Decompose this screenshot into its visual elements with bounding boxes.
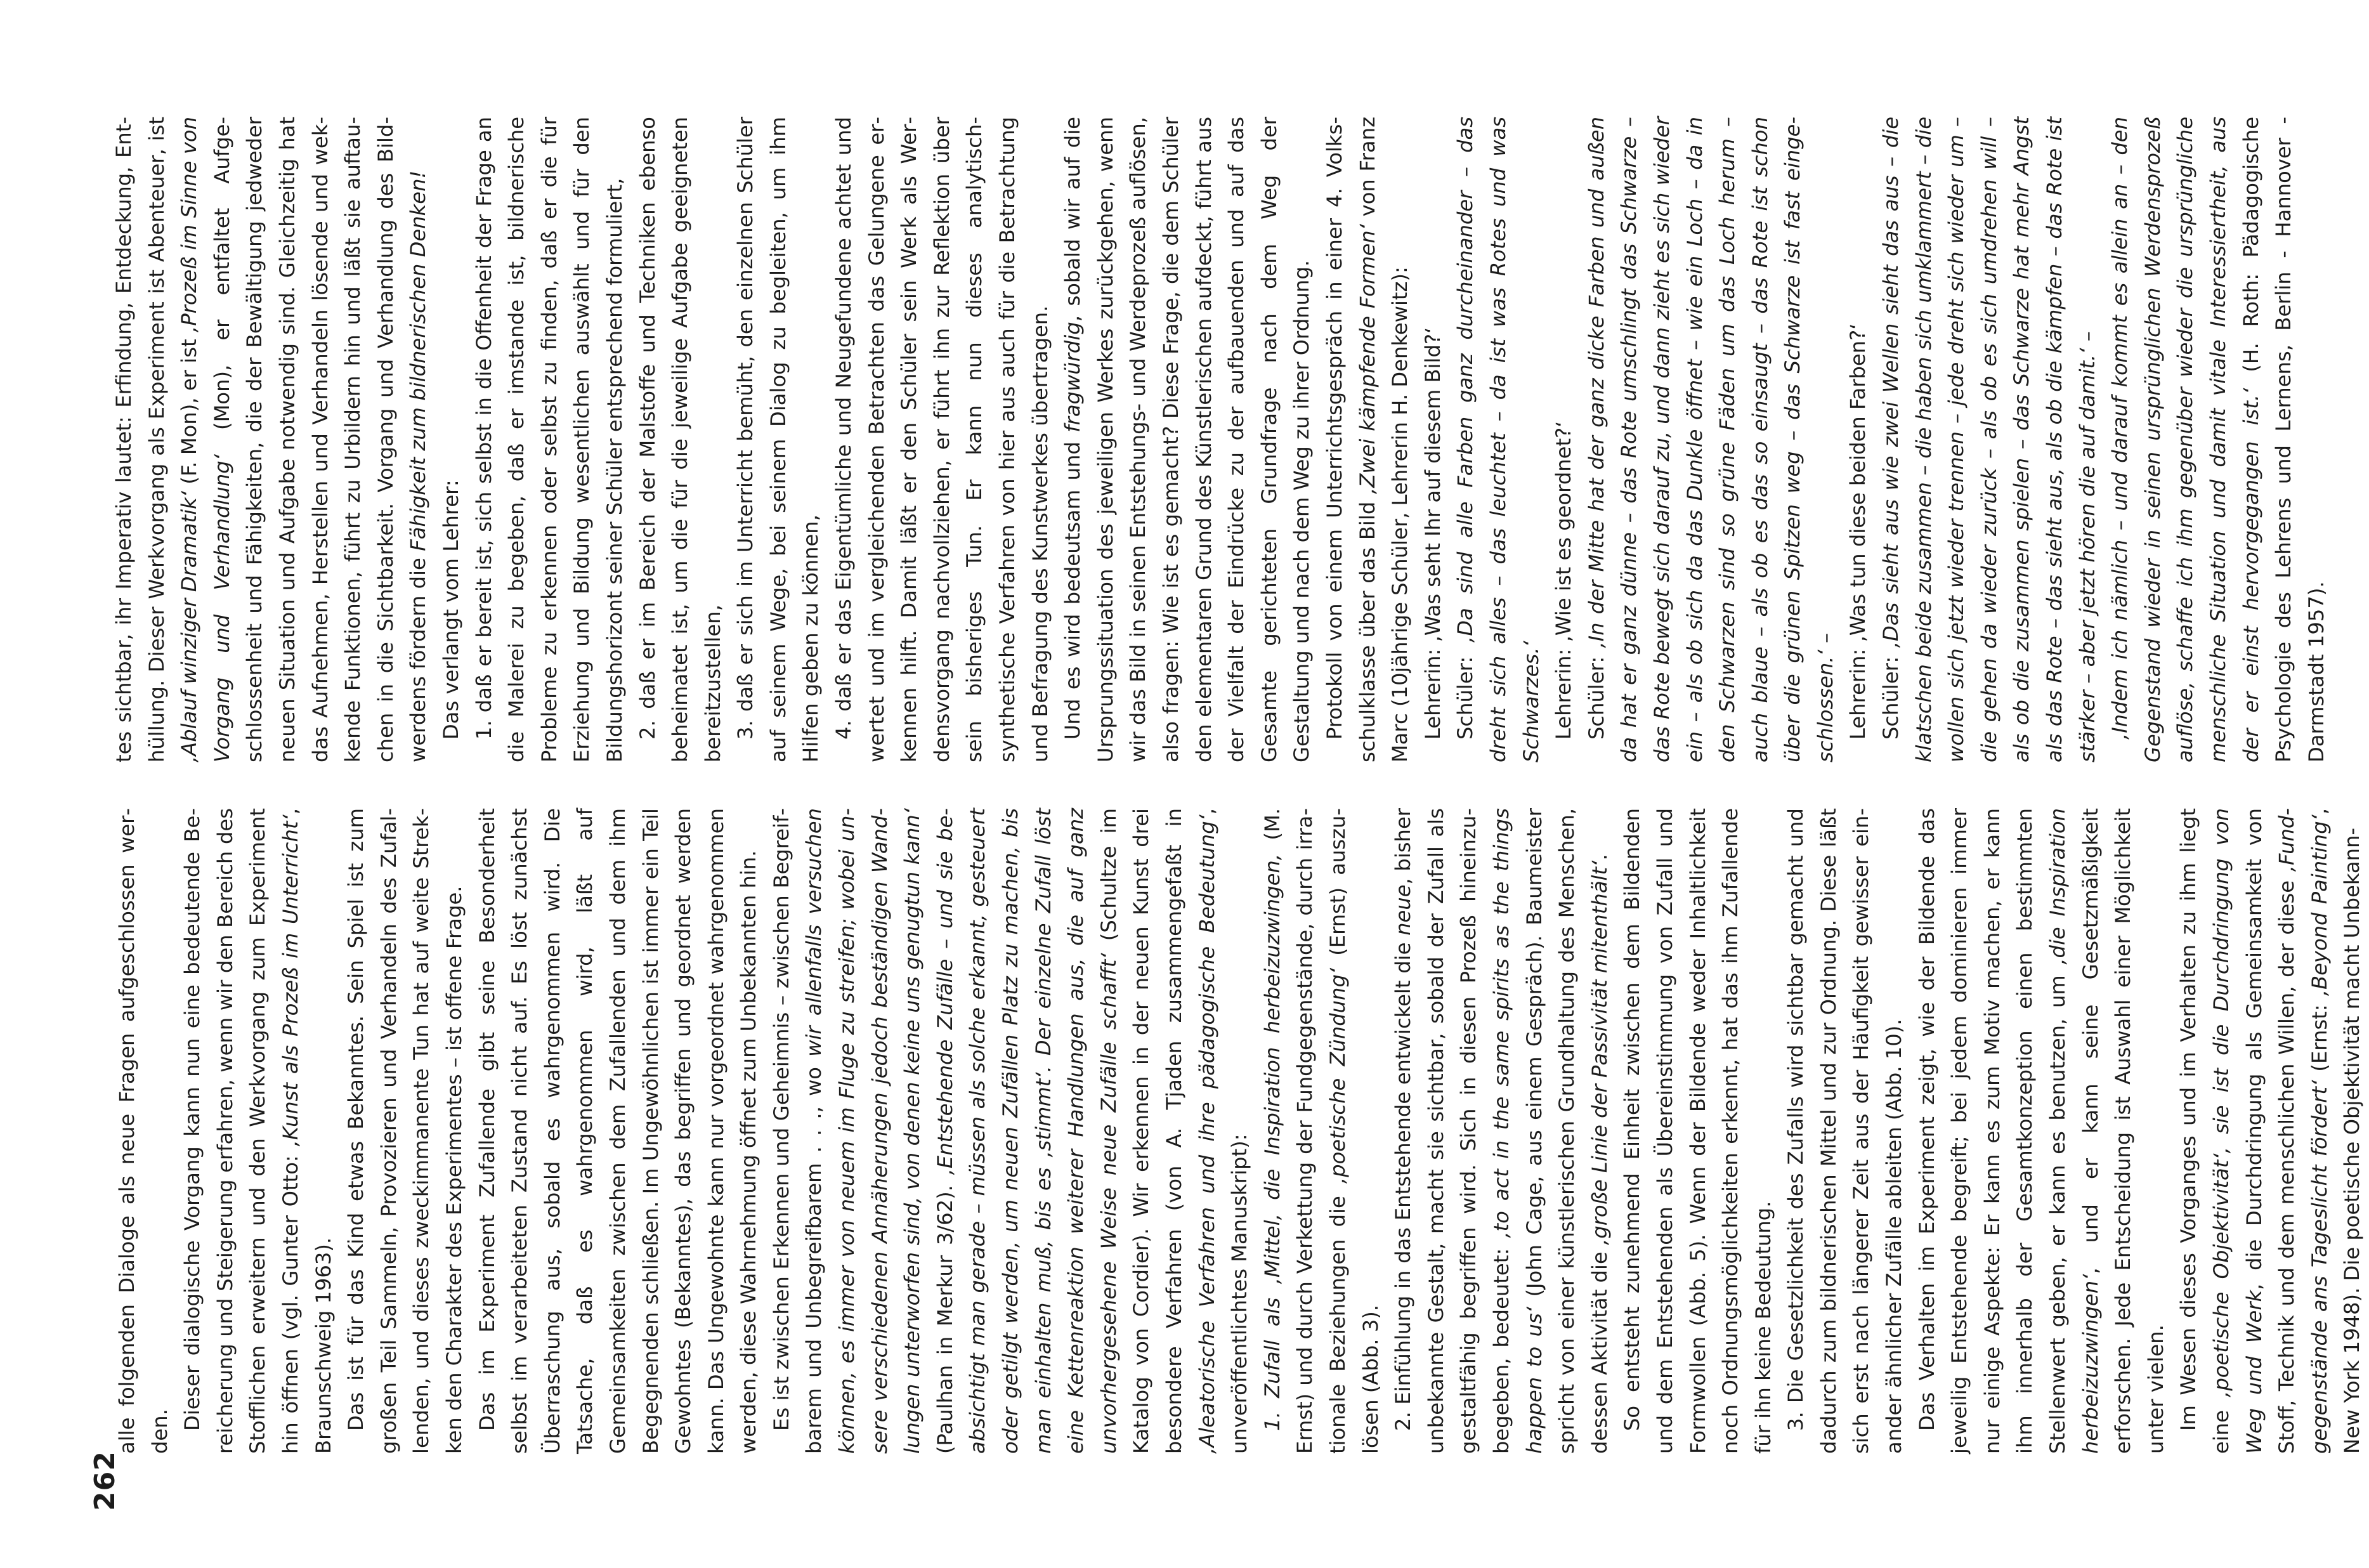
text-run: 2. Einfühlung in das Entstehende entwickelt die: [1391, 935, 1416, 1431]
text-run: Dieser dialogische Vorgang kann nun eine bedeutende Bereicherung und Steigerung erfahren, wenn wir den Bereich des Stofflichen erweitern und den Werkvorgang zum Experiment hin öffnen (vgl. Gunter Otto:: [180, 808, 303, 1454]
text-run: , die Durchdringung als Gemeinsamkeit von Stoff, Technik und dem menschlichen Willen, der diese: [2242, 807, 2299, 1454]
emphasized-text: ‚poetische Objektivität‘, sie ist die Durchdringung von Weg und Werk: [2209, 808, 2266, 1454]
text-column-left: [111, 808, 2369, 1454]
text-run: Protokoll von einem Unterrichtsgespräch in einer 4. Volksschulklasse über das Bild: [1322, 117, 1380, 762]
text-run: 1. daß er bereit ist, sich selbst in die Offenheit der Frage an die Malerei zu begeben, daß er imstande ist, bildnerische Probleme zu erkennen oder selbst zu finden, daß er die für Erziehung und Bildung wesentlichen auswählt und für den Bildungshorizont seiner Schüler entsprechend formuliert,: [471, 117, 627, 762]
paragraph: [1256, 808, 1387, 1454]
emphasized-text: ‚to act in the same spirits as the things happen to us‘: [1489, 808, 1546, 1454]
page-number: 262: [89, 1451, 121, 1511]
emphasized-text: fragwürdig: [1061, 322, 1085, 433]
text-run: , Braunschweig 1963).: [278, 808, 336, 1454]
text-run: von Franz Marc (10jährige Schüler, Lehrerin H. Denkewitz):: [1355, 117, 1413, 762]
text-run: 4. daß er das Eigentümliche und Neugefundene achtet und wertet und im vergleichenden Betrachten das Gelungene erkennen hilft. Damit läßt er den Schüler sein Werk als Werdensvorgang nachvollziehen, er führt ihn zur Reflektion über sein bisheriges Tun. Er kann nun dieses analytisch-synthetische Verfahren von hier aus auch für die Betrachtung und Befragung des Kunstwerkes übertragen.: [832, 117, 1052, 762]
paragraph: [632, 117, 730, 762]
text-run: Und es wird bedeutsam und: [1061, 432, 1085, 740]
emphasized-text: ‚In der Mitte hat der ganz dicke Farben und außen da hat er ganz dünne – das Rote umschlingt das Schwarze – das Rote bewegt sich darauf zu, und dann zieht es sich wieder ein – als ob sich da das Dunkle öffnet – wie ein Loch – da in den Schwarzen sind so grüne Fäden um das Loch herum – auch blaue – als ob es das so einsaugt – das Rote ist schon über die grünen Spitzen weg – das Schwarze ist fast eingeschlossen.‘: [1584, 117, 1837, 762]
emphasized-text: wir allenfalls versuchen können, es immer von neuem im Fluge zu streifen; wobei unsere verschiedenen Annäherungen jedoch beständigen Wandlungen unterworfen sind, von denen keine uns genugtun kann‘: [802, 807, 925, 1454]
text-run: Lehrerin: ‚Was seht Ihr auf diesem Bild?‘: [1420, 327, 1445, 740]
text-run: , New York 1948). Die poetische Objektivität macht Unbekann-: [2307, 808, 2365, 1454]
text-run: Lehrerin: ‚Wie ist es geordnet?‘: [1551, 421, 1576, 740]
emphasized-text: ‚Zwei kämpfende Formen‘: [1355, 224, 1380, 495]
text-run: 3. Die Gesetzlichkeit des Zufalls wird sichtbar gemacht und dadurch zum bildnerischen Mittel und zur Ordnung. Diese läßt sich erst nach längerer Zeit aus der Häufigkeit gewisser einander ähnlicher Zufälle ableiten (Abb. 10).: [1784, 808, 1907, 1454]
paragraph: [1319, 117, 1417, 762]
emphasized-text: ‚große Linie der Passivität mitenthält‘: [1587, 860, 1612, 1245]
paragraph: [108, 117, 435, 762]
paragraph: [729, 117, 828, 762]
emphasized-text: ‚die Inspiration herbeizuzwingen‘: [2046, 808, 2103, 1454]
paragraph: [828, 117, 1057, 762]
text-run: tes sichtbar, ihr Imperativ lautet: Erfindung, Entdeckung, Enthüllung. Dieser Werkvorgang als Experiment ist Abenteuer, ist: [112, 117, 169, 762]
paragraph: [435, 117, 468, 762]
text-run: Das im Experiment Zufallende gibt seine Besonderheit selbst im verarbeiteten Zustand nicht auf. Es löst zunächst Überraschung aus, sobald es wahrgenommen wird. Die Tatsache, daß es wahrgenommen wird, läßt auf Gemeinsamkeiten zwischen dem Zufallenden und dem ihm Begegnenden schließen. Im Ungewöhnlichen ist immer ein Teil Gewohntes (Bekanntes), das begriffen und geordnet werden kann. Das Ungewohnte kann nur vorgeordnet wahrgenommen werden, diese Wahrnehmung öffnet zum Unbekannten hin.: [474, 808, 761, 1454]
text-run: Schüler:: [1879, 648, 1903, 740]
text-run: (H. Roth: Pädagogische Psychologie des Lehrens und Lernens, Berlin - Hannover - Darmstadt 1957).: [2238, 116, 2328, 762]
text-run: (F. Mon), er ist: [177, 332, 202, 491]
text-run: (M. Ernst) und durch Verkettung der Fundgegenstände, durch irrationale Beziehungen die: [1260, 808, 1350, 1454]
text-run: 3. daß er sich im Unterricht bemüht, den einzelnen Schüler auf seinem Wege, bei seinem Dialog zu begleiten, um ihm Hilfen geben zu können,: [733, 117, 823, 762]
paragraph: [1875, 117, 2104, 762]
text-run: Schüler:: [1453, 642, 1478, 740]
text-run: , bisher unbekannte Gestalt, macht sie sichtbar, sobald der Zufall als gestaltfähig begriffen wird. Sich in diesen Prozeß hineinzubegeben, bedeutet:: [1391, 808, 1513, 1454]
text-run: (Mon), er entfaltet Aufgeschlossenheit und Fähigkeiten, die der Bewältigung jedweder neuen Situation und Aufgabe notwendig sind. Gleichzeitig hat das Aufnehmen, Herstellen und Verhandeln lösende und wekkende Funktionen, führt zu Urbildern hin und läßt sie auftauchen in die Sichtbarkeit. Vorgang und Verhandlung des Bildwerdens fördern die: [209, 117, 431, 762]
text-run: , und er kann seine Gesetzmäßigkeit erforschen. Jede Entscheidung ist Auswahl einer Möglichkeit unter vielen.: [2078, 808, 2168, 1454]
emphasized-text: ‚Entstehende Zufälle – und sie beabsichtigt man gerade – müssen als solche erkannt, gesteuert oder getilgt werden, um neuen Zufällen Platz zu machen, bis man einhalten muß, bis es ‚stimmt‘. Der einzelne Zufall löst eine Kettenreaktion weiterer Handlungen aus, die auf ganz unvorhergesehene Weise neue Zufälle schafft‘: [932, 808, 1121, 1454]
paragraph: [1842, 117, 1875, 762]
paragraph: [1616, 808, 1780, 1454]
text-run: (Ernst) auszulösen (Abb. 3).: [1325, 807, 1383, 1454]
emphasized-text: ‚Fundgegenstände ans Tageslicht fördert‘: [2274, 808, 2332, 1454]
paragraph: [111, 808, 176, 1454]
paragraph: [1911, 808, 2173, 1454]
emphasized-text: ‚Das sieht aus wie zwei Wellen sieht das aus – die klatschen beide zusammen – die haben sich umklammert – die wollen sich jetzt wieder trennen – jede dreht sich wieder um – die gehen da wieder zurück – als ob es sich umdrehen will – als ob die zusammen spielen – das Schwarze hat mehr Angst als das Rote – das sieht aus, als ob die kämpfen – das Rote ist stärker – aber jetzt hören die auf damit.‘: [1879, 117, 2099, 762]
text-run: Schüler:: [1584, 648, 1609, 740]
paragraph: [2172, 808, 2369, 1454]
emphasized-text: ‚Beyond Painting‘: [2307, 814, 2332, 996]
paragraph: [1548, 117, 1581, 762]
text-run: So entsteht zunehmend Einheit zwischen dem Bildenden und dem Entstehenden als Übereinstimmung von Zufall und Formwollen (Abb. 5). Wenn der Bildende weder Inhaltlichkeit noch Ordnungsmöglichkeiten erkennt, hat das ihm Zufallende für ihn keine Bedeutung.: [1620, 808, 1775, 1454]
text-run: Das Verhalten im Experiment zeigt, wie der Bildende das jeweilig Entstehende begreift; bei jedem dominieren immer nur einige Aspekte: Er kann es zum Motiv machen, er kann ihm innerhalb der Gesamtkonzeption einen bestimmten Stellenwert geben, er kann es benutzen, um: [1914, 808, 2070, 1454]
paragraph: [1057, 117, 1319, 762]
paragraph: [1417, 117, 1450, 762]
paragraph: [2104, 117, 2333, 762]
text-run: , unveröffentlichtes Manuskript):: [1194, 808, 1252, 1454]
emphasized-text: Fähigkeit zum bildnerischen Denken!: [406, 170, 431, 551]
text-run: Lehrerin: ‚Was tun diese beiden Farben?‘: [1846, 323, 1870, 740]
paragraph: [1449, 117, 1548, 762]
text-run: (Paulhan in Merkur 3/62).: [932, 1175, 957, 1454]
paragraph: [1581, 117, 1843, 762]
text-run: 2. daß er im Bereich der Malstoffe und Techniken ebenso beheimatet ist, um die für die jeweilige Aufgabe geeigneten bereitzustellen,: [635, 117, 725, 762]
emphasized-text: ‚Aleatorische Verfahren und ihre pädagogische Bedeutung‘: [1194, 814, 1219, 1454]
text-run: Das ist für das Kind etwas Bekanntes. Sein Spiel ist zum großen Teil Sammeln, Provozieren und Verhandeln des Zufallenden, und dieses zweckimmanente Tun hat auf weite Strekken den Charakter des Experimentes – ist offene Frage.: [344, 808, 466, 1454]
text-run: Das verlangt vom Lehrer:: [438, 480, 463, 740]
emphasized-text: neue: [1391, 884, 1416, 936]
text-run: , sobald wir auf die Ursprungssituation des jeweiligen Werkes zurückgehen, wenn wir das Bild in seinen Entstehungs- und Werdeprozeß auflösen, also fragen: Wie ist es gemacht? Diese Frage, die dem Schüler den elementaren Grund des Künstlerischen aufdeckt, führt aus der Vielfalt der Eindrücke zu der aufbauenden und auf das Gesamte gerichteten Grundfrage nach dem Weg der Gestaltung und nach dem Weg zu ihrer Ordnung.: [1061, 117, 1314, 762]
emphasized-text: ‚poetische Zündung‘: [1325, 967, 1350, 1184]
text-run: .: [1587, 854, 1612, 861]
text-run: –: [2075, 331, 2099, 348]
text-run: (Schultze im Katalog von Cordier). Wir erkennen in der neuen Kunst drei besondere Verfahren (von A. Tjaden zusammengefaßt in: [1096, 808, 1186, 1454]
paragraph: [468, 117, 632, 762]
paragraph: [471, 808, 766, 1454]
paragraph: [1780, 808, 1910, 1454]
text-column-right: [108, 117, 2333, 762]
emphasized-text: ‚Kunst als Prozeß im Unterricht‘: [278, 814, 303, 1147]
text-run: Es ist zwischen Erkennen und Geheimnis – zwischen Begreifbarem und Unbegreifbarem . . ., wo: [769, 808, 826, 1454]
emphasized-text: ‚Ablauf winziger Dramatik‘: [177, 490, 202, 762]
text-run: –: [1813, 632, 1837, 650]
paragraph: [176, 808, 340, 1454]
emphasized-text: ‚Da sind alle Farben ganz durcheinander – das dreht sich alles – das leuchtet – da ist was Rotes und was Schwarzes.‘: [1453, 117, 1543, 762]
text-run: Im Wesen dieses Vorganges und im Verhalten zu ihm liegt eine: [2176, 808, 2233, 1454]
paragraph: [766, 808, 1256, 1454]
emphasized-text: 1. Zufall als ‚Mittel, die Inspiration herbeizuzwingen,: [1260, 853, 1284, 1431]
text-run: (Ernst:: [2307, 996, 2332, 1080]
emphasized-text: ‚Indem ich nämlich – und darauf kommt es allein an – den Gegenstand wieder in seinen ursprünglichen Werdensprozeß auflöse, schaffe ich ihm gegenüber wieder die ursprüngliche menschliche Situation und damit vitale Interessiertheit, aus der er einst hervorgegangen ist.‘: [2108, 117, 2263, 762]
paragraph: [340, 808, 471, 1454]
text-run: (John Cage, aus einem Gespräch). Baumeister spricht von einer künstlerischen Grundhaltung des Menschen, dessen Aktivität die: [1522, 808, 1612, 1454]
emphasized-text: ‚Prozeß im Sinne von Vorgang und Verhandlung‘: [177, 117, 234, 762]
text-run: alle folgenden Dialoge als neue Fragen aufgeschlossen werden.: [115, 808, 172, 1454]
paragraph: [1387, 808, 1616, 1454]
